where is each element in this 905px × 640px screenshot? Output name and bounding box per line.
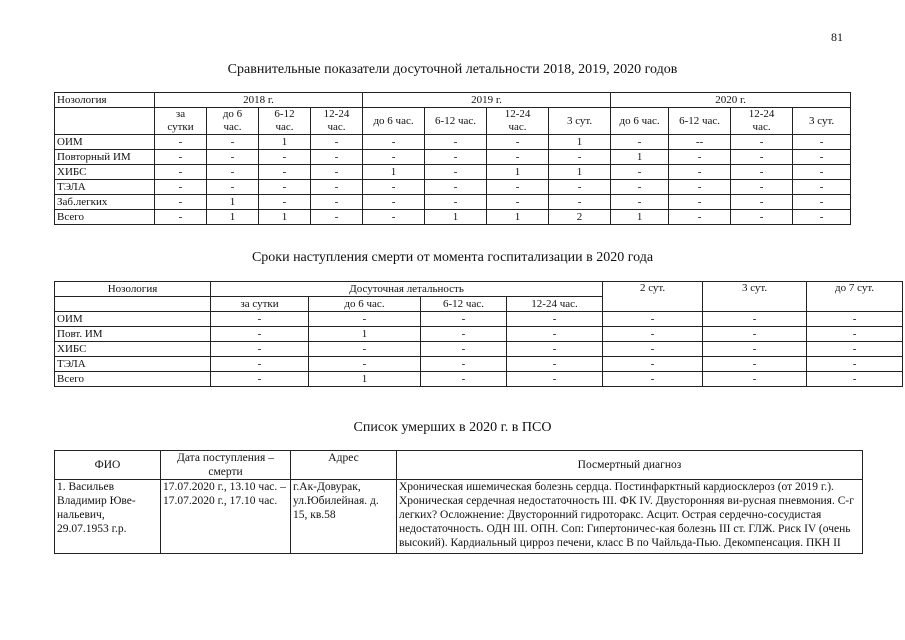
table-cell: - xyxy=(207,180,259,195)
table-cell: - xyxy=(703,357,807,372)
subperiod-header-line: час. xyxy=(508,121,527,133)
row-label: Всего xyxy=(55,372,211,387)
subperiod-header: до 6 час. xyxy=(309,297,421,312)
table-cell: - xyxy=(731,135,793,150)
date-header: Дата поступления – смерти xyxy=(161,451,291,480)
table-cell: - xyxy=(155,195,207,210)
row-label: ОИМ xyxy=(55,312,211,327)
table-cell: - xyxy=(155,165,207,180)
row-label: Заб.легких xyxy=(55,195,155,210)
table-cell: - xyxy=(421,342,507,357)
table-row xyxy=(55,195,851,210)
table-cell: - xyxy=(311,195,363,210)
nosology-header: Нозология xyxy=(55,93,155,108)
table-cell: - xyxy=(731,180,793,195)
table-cell: - xyxy=(611,135,669,150)
table-cell: - xyxy=(603,327,703,342)
row-label: Повт. ИМ xyxy=(55,327,211,342)
row-label: ХИБС xyxy=(55,342,211,357)
table-cell: - xyxy=(731,195,793,210)
table-cell: - xyxy=(309,312,421,327)
table-cell: - xyxy=(731,150,793,165)
table-cell: - xyxy=(669,195,731,210)
row-label: ТЭЛА xyxy=(55,357,211,372)
fio-header: ФИО xyxy=(55,451,161,480)
address-header: Адрес xyxy=(291,451,397,480)
deceased-list-table xyxy=(54,450,863,554)
subperiod-header-line: до 6 час. xyxy=(619,114,660,127)
subperiod-header-line: час. xyxy=(223,121,242,133)
table-row xyxy=(55,210,851,225)
subperiod-header-line: за xyxy=(175,108,186,120)
death-timing-table xyxy=(54,281,903,387)
row-label: Всего xyxy=(55,210,155,225)
table-cell: - xyxy=(207,150,259,165)
table-cell: - xyxy=(425,135,487,150)
table-cell: - xyxy=(703,312,807,327)
table-cell: - xyxy=(211,372,309,387)
table-cell: 1 xyxy=(309,327,421,342)
table-cell: - xyxy=(793,180,851,195)
subperiod-header xyxy=(311,108,363,135)
year-header: 2019 г. xyxy=(363,93,611,108)
period-header: 3 сут. xyxy=(703,282,807,312)
table-cell: 1 xyxy=(259,135,311,150)
period-header: до 7 сут. xyxy=(807,282,903,312)
table-cell: - xyxy=(487,180,549,195)
date-cell: 17.07.2020 г., 13.10 час. – 17.07.2020 г., 17.10 час. xyxy=(161,480,291,554)
subperiod-header-line: 6-12 час. xyxy=(679,114,721,127)
table-cell: - xyxy=(603,312,703,327)
table-cell: 1 xyxy=(259,210,311,225)
table-cell: 2 xyxy=(549,210,611,225)
table-cell: - xyxy=(669,150,731,165)
section3-title: Список умерших в 2020 г. в ПСО xyxy=(353,420,552,435)
table-cell: - xyxy=(549,180,611,195)
table-row xyxy=(55,165,851,180)
subperiod-header xyxy=(207,108,259,135)
empty-header-cell xyxy=(55,108,155,135)
table-cell: - xyxy=(807,372,903,387)
subperiod-header-line: 6-12 xyxy=(274,108,295,120)
subperiod-header xyxy=(363,108,425,135)
table-cell: 1 xyxy=(549,135,611,150)
table-cell: - xyxy=(793,165,851,180)
subperiod-header xyxy=(549,108,611,135)
table-cell: - xyxy=(425,150,487,165)
nosology-header: Нозология xyxy=(55,282,211,297)
subperiod-header-line: 12-24 xyxy=(504,108,531,120)
empty-header-cell xyxy=(55,297,211,312)
table-cell: - xyxy=(421,312,507,327)
table-cell: - xyxy=(731,165,793,180)
table-cell: - xyxy=(259,195,311,210)
table-cell: 1 xyxy=(363,165,425,180)
table-cell: - xyxy=(425,180,487,195)
table-cell: - xyxy=(421,357,507,372)
table-cell: - xyxy=(507,342,603,357)
table-cell: - xyxy=(807,357,903,372)
table-cell: - xyxy=(259,150,311,165)
table-cell: - xyxy=(507,372,603,387)
table-cell: - xyxy=(363,210,425,225)
row-label: ХИБС xyxy=(55,165,155,180)
row-label: Повторный ИМ xyxy=(55,150,155,165)
year-header: 2018 г. xyxy=(155,93,363,108)
subperiod-header: за сутки xyxy=(211,297,309,312)
table-cell: - xyxy=(421,372,507,387)
table-cell: - xyxy=(211,357,309,372)
table-cell: 1 xyxy=(549,165,611,180)
table-cell: 1 xyxy=(611,210,669,225)
table-cell: - xyxy=(507,327,603,342)
table-cell: - xyxy=(507,357,603,372)
table-cell: - xyxy=(807,327,903,342)
subperiod-header xyxy=(793,108,851,135)
table-cell: 1 xyxy=(487,165,549,180)
table-cell: - xyxy=(425,165,487,180)
subperiod-header xyxy=(425,108,487,135)
table-cell: - xyxy=(611,195,669,210)
table-cell: - xyxy=(207,165,259,180)
table-cell: - xyxy=(507,312,603,327)
table-row xyxy=(55,180,851,195)
subperiod-header xyxy=(155,108,207,135)
subperiod-header-line: 12-24 xyxy=(748,108,775,120)
section2-title: Сроки наступления смерти от момента госпитализации в 2020 года xyxy=(251,250,654,265)
table-cell: - xyxy=(363,150,425,165)
fio-cell: 1. Васильев Владимир Юве-нальевич, 29.07.1953 г.р. xyxy=(55,480,161,554)
table-cell: - xyxy=(549,150,611,165)
table-cell: - xyxy=(363,180,425,195)
table-cell: - xyxy=(259,165,311,180)
table-cell: - xyxy=(793,135,851,150)
table-row xyxy=(55,342,903,357)
table-row xyxy=(55,135,851,150)
table-cell: - xyxy=(155,135,207,150)
table-cell: - xyxy=(603,372,703,387)
table-cell: - xyxy=(793,210,851,225)
year-header: 2020 г. xyxy=(611,93,851,108)
table-cell: - xyxy=(311,165,363,180)
table-cell: - xyxy=(155,150,207,165)
table-cell: - xyxy=(807,312,903,327)
address-cell: г.Ак-Довурак, ул.Юбилейная. д. 15, кв.58 xyxy=(291,480,397,554)
table-cell: - xyxy=(487,135,549,150)
table-cell: - xyxy=(259,180,311,195)
table-cell: - xyxy=(703,372,807,387)
table-cell: - xyxy=(603,342,703,357)
table-cell: - xyxy=(155,180,207,195)
subperiod-header xyxy=(487,108,549,135)
table-cell: - xyxy=(309,357,421,372)
table-cell: - xyxy=(703,327,807,342)
subperiod-header xyxy=(611,108,669,135)
section1-title: Сравнительные показатели досуточной летальности 2018, 2019, 2020 годов xyxy=(227,62,678,77)
subperiod-header-line: час. xyxy=(327,121,346,133)
row-label: ТЭЛА xyxy=(55,180,155,195)
subperiod-header-line: час. xyxy=(752,121,771,133)
table-cell: - xyxy=(611,180,669,195)
table-cell: - xyxy=(155,210,207,225)
table-cell: - xyxy=(807,342,903,357)
table-cell: - xyxy=(669,180,731,195)
table-cell: - xyxy=(793,195,851,210)
table-row xyxy=(55,327,903,342)
table-cell: - xyxy=(703,342,807,357)
subperiod-header xyxy=(669,108,731,135)
table-cell: 1 xyxy=(487,210,549,225)
table-cell: - xyxy=(487,150,549,165)
table-cell: - xyxy=(311,135,363,150)
table-cell: - xyxy=(669,210,731,225)
table-cell: - xyxy=(207,135,259,150)
subperiod-header-line: до 6 час. xyxy=(373,114,414,127)
table-cell: - xyxy=(311,210,363,225)
table-cell: - xyxy=(311,150,363,165)
table-cell: - xyxy=(421,327,507,342)
table-row xyxy=(55,357,903,372)
table-cell: 1 xyxy=(611,150,669,165)
subperiod-header xyxy=(731,108,793,135)
table-cell: - xyxy=(309,342,421,357)
table-cell: 1 xyxy=(309,372,421,387)
table-cell: - xyxy=(549,195,611,210)
table-cell: - xyxy=(211,312,309,327)
table-row xyxy=(55,150,851,165)
diagnosis-header: Посмертный диагноз xyxy=(397,451,863,480)
table-cell: - xyxy=(363,195,425,210)
table-cell: - xyxy=(211,342,309,357)
mortality-comparison-table xyxy=(54,92,851,225)
table-cell: - xyxy=(425,195,487,210)
subperiod-header-line: час. xyxy=(275,121,294,133)
daily-mortality-header: Досуточная летальность xyxy=(211,282,603,297)
period-header: 2 сут. xyxy=(603,282,703,312)
table-cell: 1 xyxy=(207,195,259,210)
table-cell: - xyxy=(363,135,425,150)
subperiod-header-line: 3 сут. xyxy=(566,114,593,127)
table-cell: - xyxy=(793,150,851,165)
subperiod-header-line: 6-12 час. xyxy=(435,114,477,127)
diagnosis-cell: Хроническая ишемическая болезнь сердца. Постинфарктный кардиосклероз (от 2019 г.). Хроническая сердечная недостаточность III. ФК IV. Двусторонняя ви-русная пневмония. С-г легких? Осложнение: Двусторонний гидроторакс. Асцит. Острая сердечно-сосудистая недостаточность. ОДН III. ОПН. Соп: Гипертоничес-кая болезнь III ст. ГЛЖ. Риск IV (очень высокий). Кардиальный цирроз печени, класс В по Чайльда-Пью. Декомпенсация. ПКН II xyxy=(397,480,863,554)
table-cell: - xyxy=(611,165,669,180)
table-cell: - xyxy=(603,357,703,372)
table-row xyxy=(55,372,903,387)
table-cell: 1 xyxy=(207,210,259,225)
table-cell: - xyxy=(311,180,363,195)
row-label: ОИМ xyxy=(55,135,155,150)
table-cell: - xyxy=(731,210,793,225)
table-cell: - xyxy=(487,195,549,210)
table-cell: -- xyxy=(669,135,731,150)
subperiod-header: 12-24 час. xyxy=(507,297,603,312)
table-row xyxy=(55,480,863,554)
subperiod-header-line: до 6 xyxy=(222,108,243,120)
subperiod-header-line: сутки xyxy=(167,121,194,133)
subperiod-header-line: 3 сут. xyxy=(808,114,835,127)
page-number: 81 xyxy=(831,30,843,44)
subperiod-header-line: 12-24 xyxy=(323,108,350,120)
table-row xyxy=(55,312,903,327)
table-cell: - xyxy=(211,327,309,342)
table-cell: - xyxy=(669,165,731,180)
table-cell: 1 xyxy=(425,210,487,225)
subperiod-header xyxy=(259,108,311,135)
subperiod-header: 6-12 час. xyxy=(421,297,507,312)
